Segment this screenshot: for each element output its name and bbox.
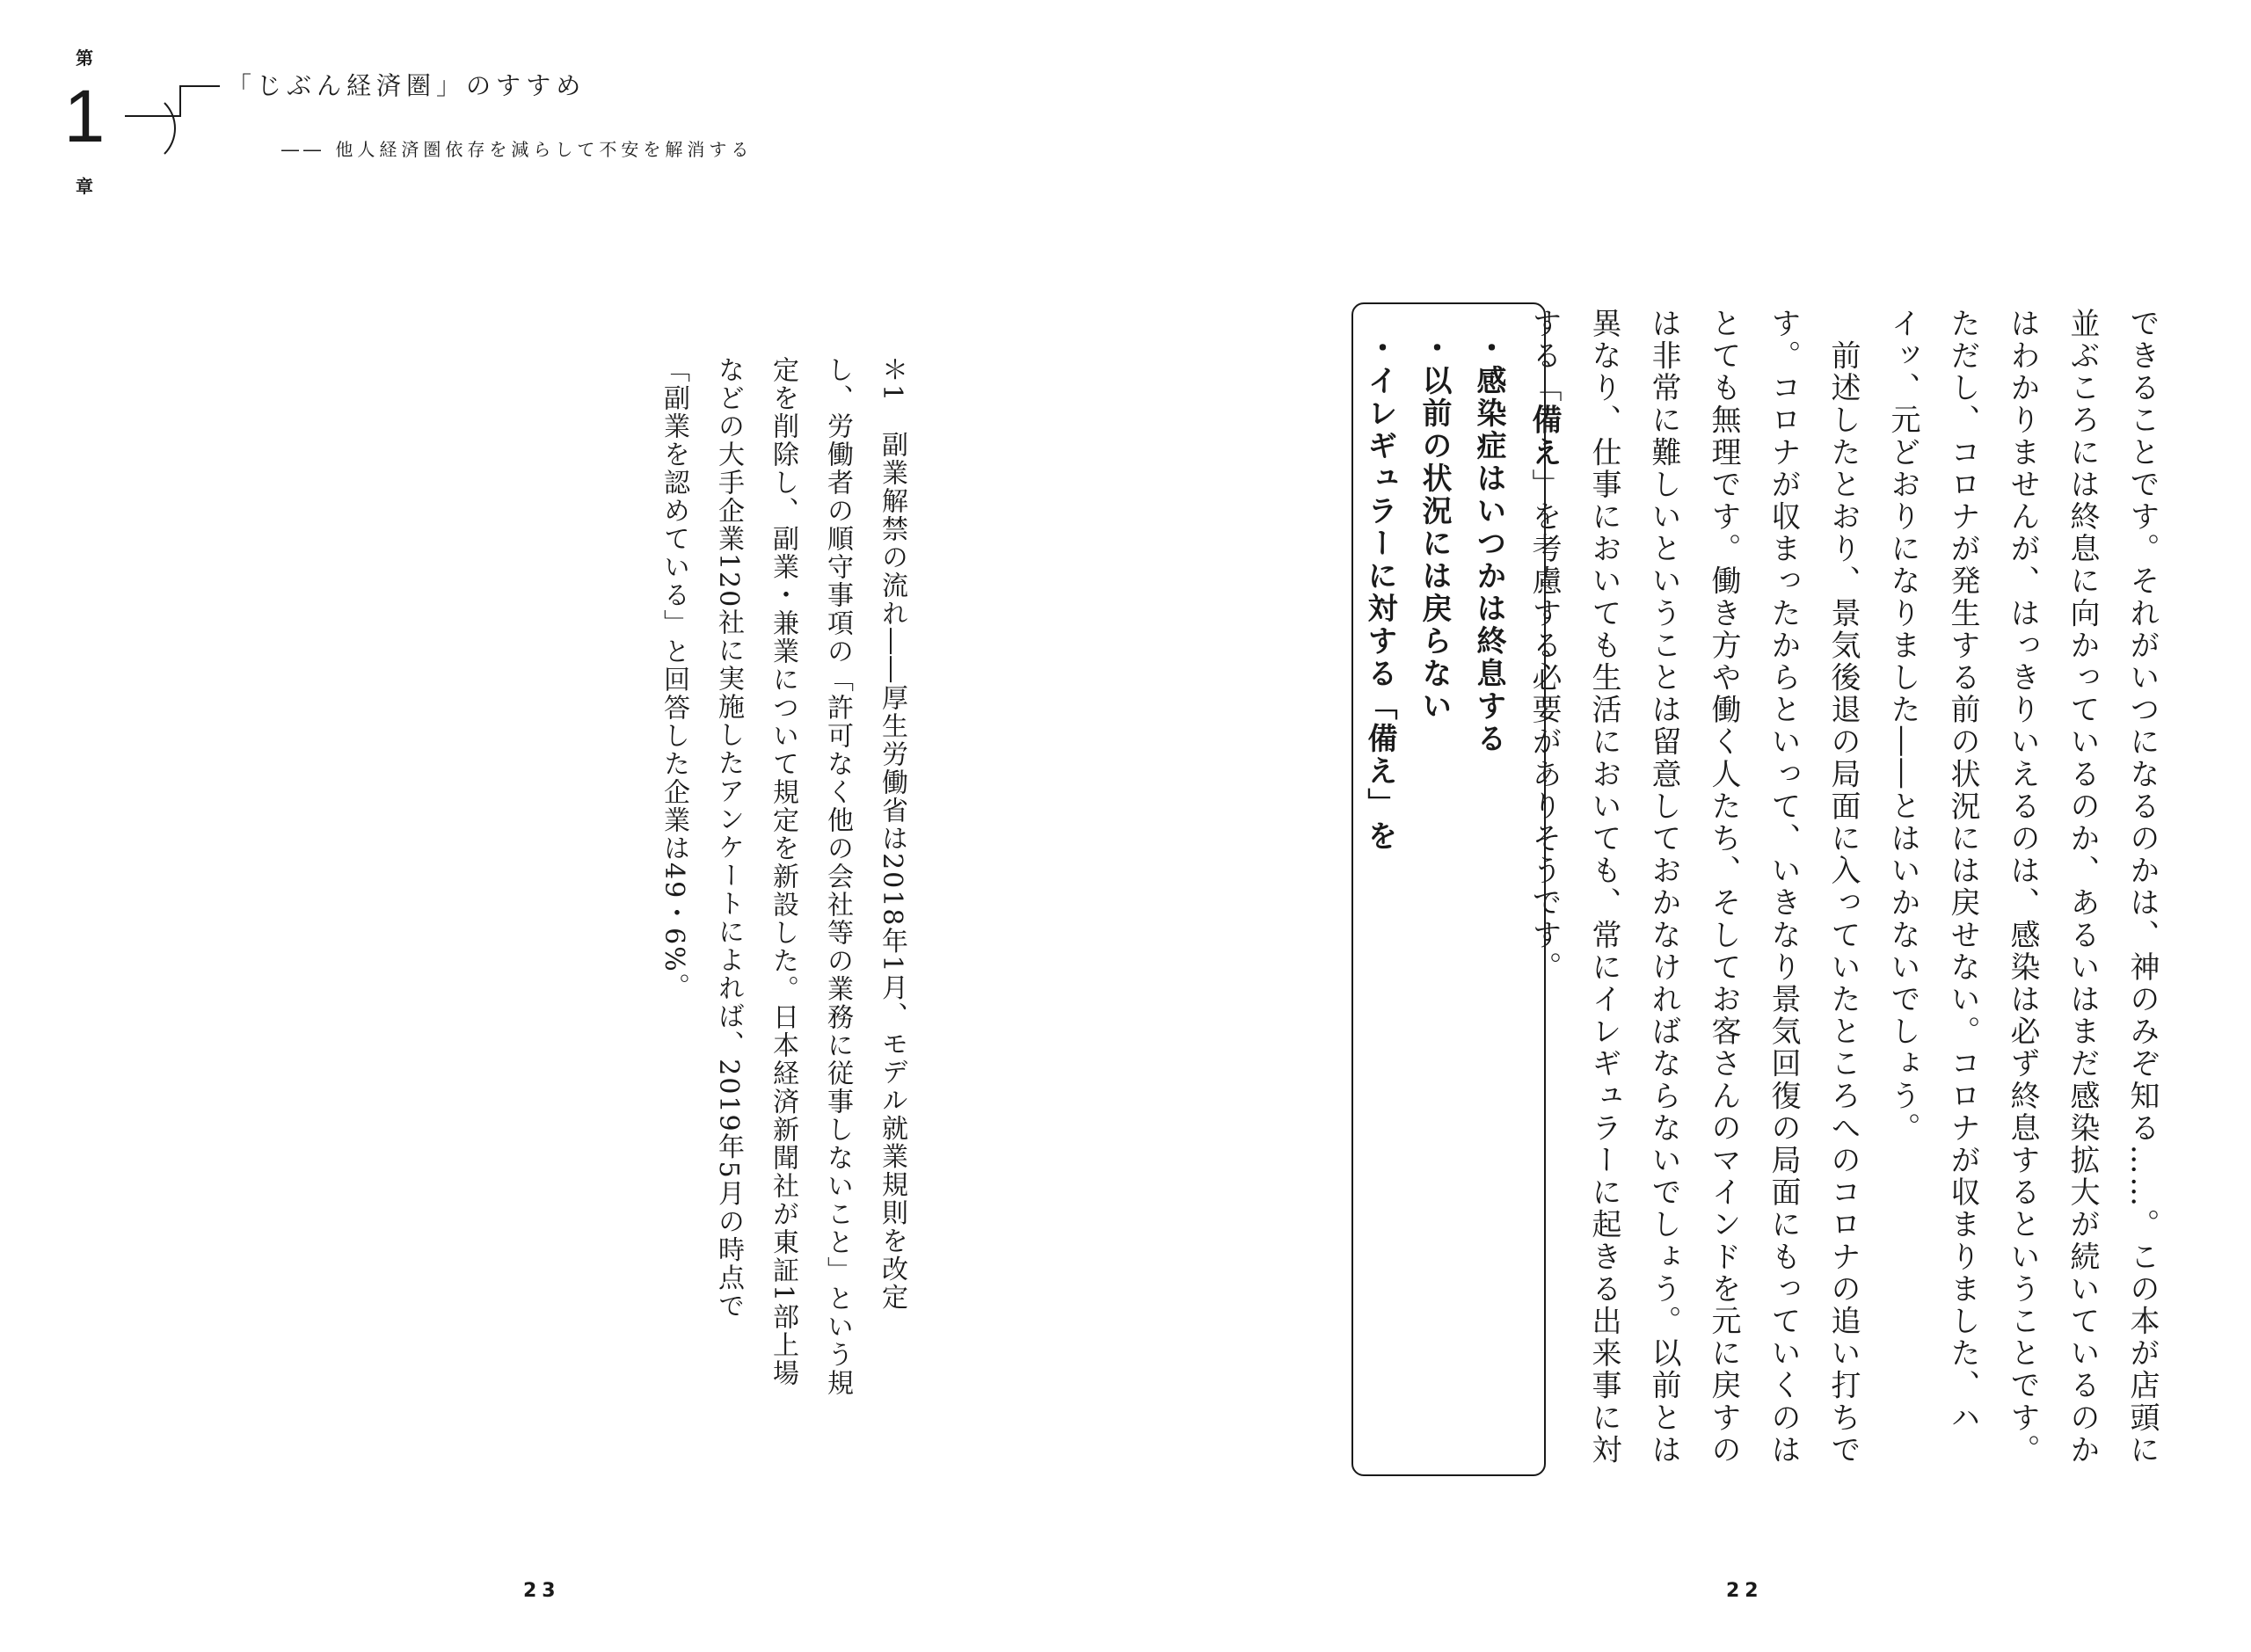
summary-box xyxy=(1351,302,1546,1476)
body-line: は非常に難しいということは留意しておかなければならないでしょう。以前とは xyxy=(1646,308,1681,1466)
footnote xyxy=(637,356,919,1499)
summary-item: ・以前の状況には戻らない xyxy=(1417,332,1452,723)
chapter-number: 1 xyxy=(63,75,106,157)
body-line: 前述したとおり、景気後退の局面に入っていたところへのコロナの追い打ちで xyxy=(1825,308,1861,1466)
chapter-label-top: 第 xyxy=(76,47,93,69)
chapter-connector-lines xyxy=(0,0,2251,211)
body-line: 並ぶころには終息に向かっているのか、あるいはまだ感染拡大が続いているのか xyxy=(2065,308,2100,1466)
page-number-right: 22 xyxy=(1726,1580,1764,1602)
footnote-line: 「副業を認めている」と回答した企業は49・6%。 xyxy=(659,356,689,1001)
chapter-subtitle: ―― 他人経済圏依存を減らして不安を解消する xyxy=(281,139,754,160)
body-line: はわかりませんが、はっきりいえるのは、感染は必ず終息するということです。 xyxy=(2005,308,2040,1466)
body-line: 異なり、仕事においても生活においても、常にイレギュラーに起きる出来事に対 xyxy=(1586,308,1621,1466)
body-line: できることです。それがいつになるのかは、神のみぞ知る……。この本が店頭に xyxy=(2124,308,2160,1466)
body-last-prefix: する「 xyxy=(1526,308,1562,404)
chapter-arc-decoration xyxy=(102,91,176,165)
body-last-suffix: 」を考慮する必要がありそうです。 xyxy=(1526,469,1562,984)
summary-item: ・感染症はいつかは終息する xyxy=(1471,332,1506,755)
chapter-title: 「じぶん経済圏」のすすめ xyxy=(227,71,586,100)
body-line: ただし、コロナが発生する前の状況には戻せない。コロナが収まりました、ハ xyxy=(1945,308,1980,1434)
body-line: とても無理です。働き方や働く人たち、そしてお客さんのマインドを元に戻すの xyxy=(1706,308,1741,1466)
body-line: す。コロナが収まったからといって、いきなり景気回復の局面にもっていくのは xyxy=(1766,308,1801,1466)
body-line: イッ、元どおりになりました――とはいかないでしょう。 xyxy=(1885,308,1920,1145)
chapter-label-bottom: 章 xyxy=(76,176,93,197)
body-emphasis: 備え xyxy=(1526,404,1562,469)
body-text xyxy=(1526,308,2172,1539)
summary-item: ・イレギュラーに対する「備え」を xyxy=(1362,332,1397,853)
footnote-line: ＊1 副業解禁の流れ――厚生労働省は2018年1月、モデル就業規則を改定 xyxy=(877,356,907,1312)
footnote-line: 定を削除し、副業・兼業について規定を新設した。日本経済新聞社が東証1部上場 xyxy=(768,356,798,1388)
summary-list xyxy=(1352,332,1516,853)
page-number-left: 23 xyxy=(523,1580,561,1602)
footnote-line: などの大手企業120社に実施したアンケートによれば、2019年5月の時点で xyxy=(713,356,744,1321)
chapter-marker xyxy=(56,39,127,206)
footnote-line: し、労働者の順守事項の「許可なく他の会社等の業務に従事しないこと」という規 xyxy=(822,356,853,1397)
